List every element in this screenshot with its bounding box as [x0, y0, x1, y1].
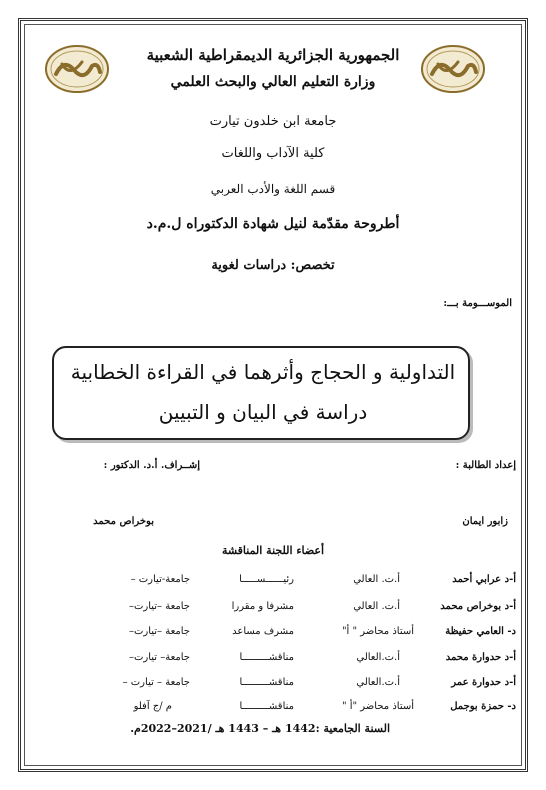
degree-statement: أطروحة مقدّمة لنيل شهادة الدكتوراه ل.م.د [146, 216, 400, 232]
committee-row [0, 701, 546, 721]
ministry-name: وزارة التعليم العالي والبحث العلمي [170, 74, 376, 90]
thesis-title-box [52, 346, 470, 440]
member-role: مناقشـــــــــا [239, 701, 294, 712]
thesis-title-line-1: التداولية و الحجاج وأثرهما في القراءة الخطابية [70, 360, 456, 384]
specialty: تخصص: دراسات لغوية [211, 258, 335, 273]
student-label: إعداد الطالبة : [455, 460, 516, 471]
member-rank: أ.ت. العالي [353, 574, 400, 585]
department-name: قسم اللغة والأدب العربي [210, 182, 336, 196]
member-rank: أستاذ محاضر " أ" [341, 626, 414, 637]
member-institution: جامعة –تيارت– [128, 601, 190, 612]
student-name: زابور ايمان [462, 516, 508, 527]
member-role: مشرفا و مقررا [231, 601, 294, 612]
committee-row [0, 677, 546, 697]
member-rank: أ.ت. العالي [353, 601, 400, 612]
member-institution: م /ج آفلو [133, 701, 172, 712]
member-institution: جامعة –تيارت– [128, 626, 190, 637]
faculty-name: كلية الآداب واللغات [221, 146, 325, 161]
member-role: رئيــــــســـــا [239, 574, 294, 585]
member-name: أ-د بوخراص محمد [440, 601, 516, 612]
supervisor-name: بوخراص محمد [93, 516, 154, 527]
member-name: أ-د حدوارة محمد [445, 652, 516, 663]
committee-row [0, 652, 546, 672]
university-name: جامعة ابن خلدون تيارت [209, 114, 337, 129]
committee-row [0, 626, 546, 646]
member-name: د- العامي حفيظة [445, 626, 516, 637]
member-rank: أ.ت.العالي [356, 677, 400, 688]
member-rank: أستاذ محاضر "أ " [341, 701, 414, 712]
member-name: د- حمزة بوجمل [450, 701, 516, 712]
member-name: أ-د حدوارة عمر [451, 677, 516, 688]
thesis-title-line-2: دراسة في البيان و التبيين [158, 400, 368, 424]
committee-title: أعضاء اللجنة المناقشة [221, 544, 325, 557]
committee-row [0, 574, 546, 594]
member-institution: جامعة– تيارت– [128, 652, 190, 663]
member-role: مناقشـــــــــا [239, 652, 294, 663]
republic-name: الجمهورية الجزائرية الديمقراطية الشعبية [146, 46, 400, 64]
titled-label: الموســـومة بـــ: [443, 298, 512, 309]
member-role: مشرف مساعد [232, 626, 294, 637]
academic-year: السنة الجامعية :1442 هـ – 1443 هـ /2021–2022م. [130, 722, 390, 735]
member-institution: جامعة – تيارت – [122, 677, 190, 688]
supervisor-label: إشــراف. أ.د. الدكتور : [103, 460, 200, 471]
member-role: مناقشـــــــــا [239, 677, 294, 688]
committee-row [0, 601, 546, 621]
member-institution: جامعة-تيارت – [130, 574, 190, 585]
member-rank: أ.ت.العالي [356, 652, 400, 663]
member-name: أ-د عرابي أحمد [452, 574, 516, 585]
